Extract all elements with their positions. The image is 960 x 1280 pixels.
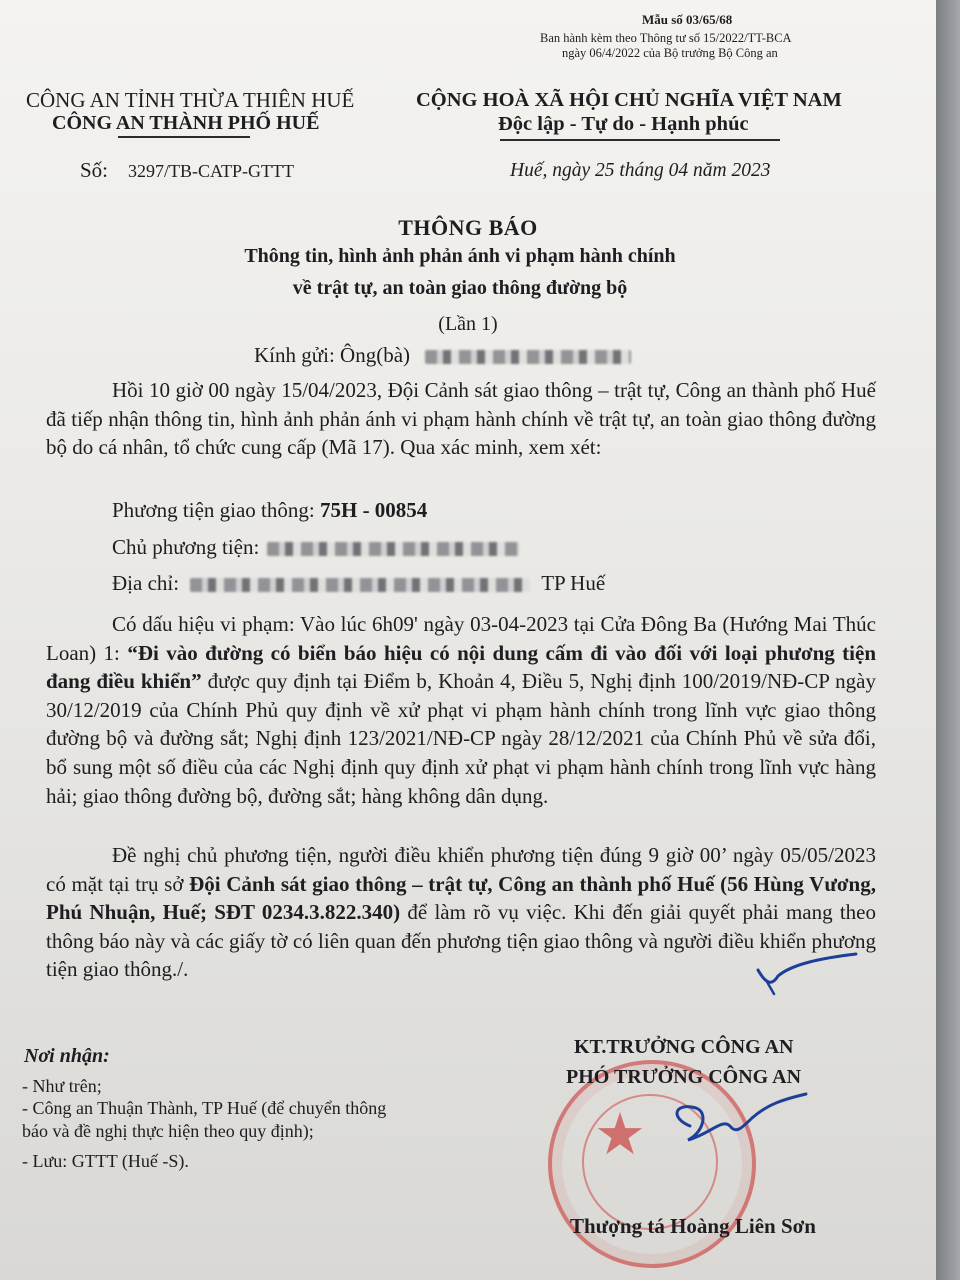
- recipient-item: - Lưu: GTTT (Huế -S).: [22, 1151, 189, 1171]
- nation-title: CỘNG HOÀ XÃ HỘI CHỦ NGHĨA VIỆT NAM: [416, 89, 842, 111]
- recipient-item: - Công an Thuận Thành, TP Huế (để chuyển thông: [22, 1098, 387, 1118]
- signature-title-2: PHÓ TRƯỞNG CÔNG AN: [566, 1066, 802, 1088]
- paragraph-intro: Hồi 10 giờ 00 ngày 15/04/2023, Đội Cảnh sát giao thông – trật tự, Công an thành phố Huế đã tiếp nhận thông tin, hình ảnh phản ánh vi phạm hành chính về trật tự, an toàn giao thông đường bộ do cá nhân, tổ chức cung cấp (Mã 17). Qua xác minh, xem xét:: [46, 378, 876, 460]
- agency-underline: [118, 136, 250, 138]
- agency-parent: CÔNG AN TỈNH THỪA THIÊN HUẾ: [26, 88, 355, 112]
- request-text-c: để làm rõ vụ việc. Khi đến giải quyết phải mang theo thông báo này và các giấy tờ có liên quan đến phương tiện giao thông và người điều khiển phương tiện giao thông./.: [46, 900, 877, 982]
- request-location: Đội Cảnh sát giao thông – trật tự, Công an thành phố Huế (56 Hùng Vương, Phú Nhuận, Huế; SĐT 0234.3.822.340): [46, 871, 876, 925]
- vehicle-row: [112, 498, 427, 523]
- notice-title: THÔNG BÁO: [398, 215, 538, 240]
- redacted-address: [190, 578, 530, 592]
- recipients-title: Nơi nhận:: [24, 1045, 110, 1067]
- request-text-a: Đề nghị chủ phương tiện, người điều khiển phương tiện đúng 9 giờ 00’ ngày 05/05/2023 có mặt tại trụ sở: [46, 843, 876, 896]
- owner-label: Chủ phương tiện:: [112, 535, 260, 559]
- recipient-item: - Như trên;: [22, 1076, 102, 1096]
- address-label: Địa chỉ:: [112, 571, 180, 595]
- vehicle-label: Phương tiện giao thông:: [112, 498, 315, 522]
- document-number: 3297/TB-CATP-GTTT: [128, 161, 294, 181]
- document-number-label: Số:: [80, 158, 109, 182]
- address-row: [112, 571, 605, 596]
- form-code: Mẫu số 03/65/68: [642, 12, 733, 27]
- notice-subtitle-1: Thông tin, hình ảnh phản ánh vi phạm hành chính: [244, 245, 676, 267]
- signature-title-1: KT.TRƯỞNG CÔNG AN: [574, 1036, 794, 1058]
- background-edge: [936, 0, 960, 1280]
- motto-underline: [500, 139, 780, 141]
- violation-text-c: được quy định tại Điểm b, Khoản 4, Điều 5, Nghị định 100/2019/NĐ-CP ngày 30/12/2019 của Chính Phủ quy định về xử phạt vi phạm hành chính trong lĩnh vực giao thông đường bộ và đường sắt; Nghị định 123/2021/NĐ-CP ngày 28/12/2021 của Chính Phủ về sửa đổi, bổ sung một số điều của các Nghị định quy định xử phạt vi phạm hành chính trong lĩnh vực hàng hải; giao thông đường bộ, đường sắt; hàng không dân dụng.: [46, 669, 876, 808]
- address-tail: TP Huế: [541, 571, 606, 595]
- vehicle-plate: 75H - 00854: [319, 498, 428, 522]
- paragraph-violation: [46, 610, 876, 810]
- notice-round: (Lần 1): [438, 313, 498, 335]
- violation-text-a: Có dấu hiệu vi phạm: Vào lúc 6h09' ngày 03-04-2023 tại Cửa Đông Ba (Hướng Mai Thúc Loan) 1:: [46, 612, 876, 665]
- redacted-owner: [267, 542, 519, 556]
- greeting-row: [254, 343, 631, 368]
- violation-description: “Đi vào đường có biển báo hiệu có nội dung cấm đi vào đối với loại phương tiện đang điều khiển”: [46, 640, 876, 694]
- form-issued-line1: Ban hành kèm theo Thông tư số 15/2022/TT-BCA: [540, 31, 792, 45]
- stamp-star-icon: ★: [594, 1102, 646, 1167]
- greeting-label: Kính gửi: Ông(bà): [254, 343, 411, 367]
- owner-row: [112, 535, 519, 560]
- notice-subtitle-2: về trật tự, an toàn giao thông đường bộ: [292, 277, 628, 299]
- handwritten-signature: [660, 1088, 810, 1158]
- form-issued-line2: ngày 06/4/2022 của Bộ trưởng Bộ Công an: [562, 46, 778, 60]
- place-date: Huế, ngày 25 tháng 04 năm 2023: [510, 160, 771, 181]
- signer-name: Thượng tá Hoàng Liên Sơn: [570, 1214, 816, 1238]
- agency-name: CÔNG AN THÀNH PHỐ HUẾ: [52, 112, 320, 134]
- nation-motto: Độc lập - Tự do - Hạnh phúc: [498, 113, 749, 135]
- handwritten-check-mark: [752, 950, 862, 1000]
- redacted-recipient: [425, 350, 631, 364]
- recipient-item: báo và đề nghị thực hiện theo quy định);: [22, 1121, 314, 1141]
